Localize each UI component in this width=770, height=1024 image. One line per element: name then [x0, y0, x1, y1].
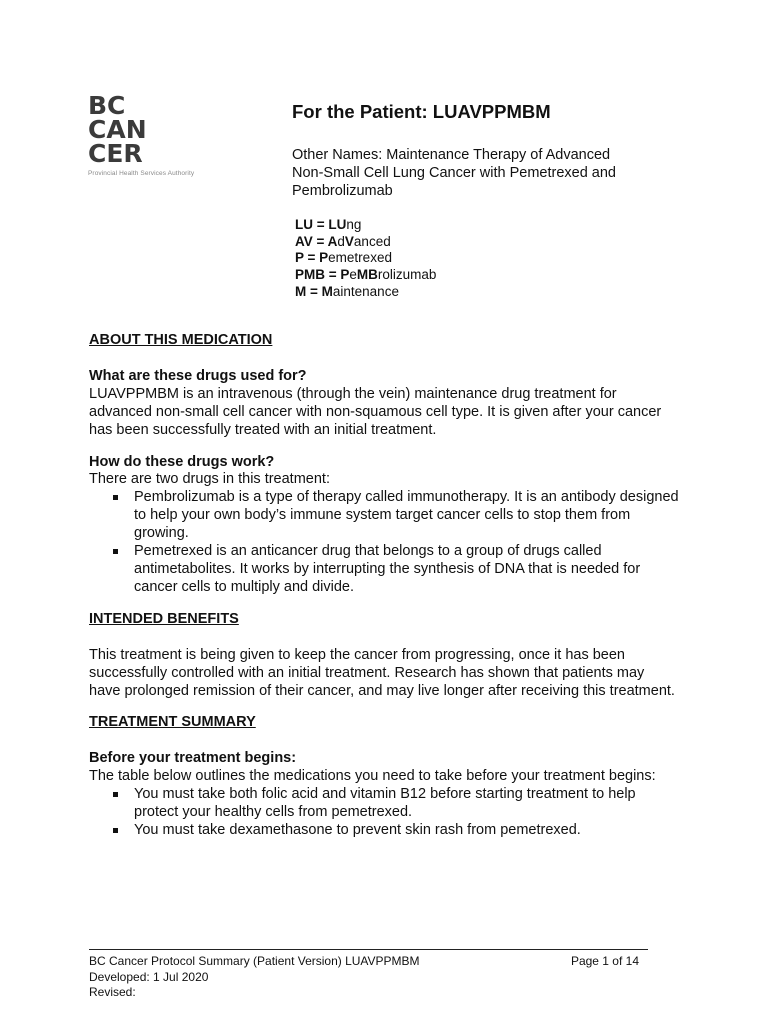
- about-heading: ABOUT THIS MEDICATION: [89, 332, 273, 348]
- logo-line-2: CAN: [88, 115, 147, 144]
- other-names-line: Non-Small Cell Lung Cancer with Pemetrexed and: [292, 165, 616, 182]
- acronym-expansion-part: MB: [356, 267, 378, 283]
- document-title: For the Patient: LUAVPPMBM: [292, 101, 551, 122]
- q-how-work-heading: How do these drugs work?: [89, 453, 275, 470]
- q-how-work-intro: There are two drugs in this treatment:: [89, 471, 330, 488]
- list-item: You must take dexamethasone to prevent skin rash from pemetrexed.: [134, 822, 679, 840]
- bc-cancer-logo: [88, 91, 218, 177]
- before-treatment-heading: Before your treatment begins:: [89, 750, 297, 767]
- main-content: [89, 332, 679, 840]
- acronym-legend: [295, 217, 436, 301]
- list-item: Pembrolizumab is a type of therapy called immunotherapy. It is an antibody designed to help your own body’s immune system target cancer cells to stop them from growing.: [134, 489, 679, 542]
- logo-line-3: CER: [88, 139, 143, 168]
- list-item: You must take both folic acid and vitamin B12 before starting treatment to help protect your healthy cells from pemetrexed.: [134, 786, 679, 822]
- acronym-expansion-part: ng: [346, 217, 362, 232]
- q-used-for-heading: What are these drugs used for?: [89, 367, 307, 384]
- acronym-expansion-part: aintenance: [332, 283, 399, 299]
- drug-list: [89, 489, 679, 596]
- acronym-key: PMB =: [295, 267, 341, 283]
- q-used-for-body: LUAVPPMBM is an intravenous (through the vein) maintenance drug treatment for advanced non-small cell cancer with non-squamous cell type. It is given after your cancer has been successfully treated with an initial treatment.: [89, 385, 662, 438]
- acronym-expansion-part: anced: [353, 233, 391, 249]
- acronym-key: P =: [295, 250, 320, 266]
- acronym-expansion-part: LU: [328, 217, 347, 232]
- page-number: Page 1 of 14: [570, 954, 639, 968]
- pre-treatment-list: [89, 786, 679, 840]
- benefits-heading: INTENDED BENEFITS: [89, 610, 239, 627]
- logo-subtitle: Provincial Health Services Authority: [88, 170, 195, 177]
- acronym-expansion-part: M: [321, 283, 333, 299]
- acronym-expansion-part: P: [340, 267, 350, 283]
- acronym-expansion-part: P: [319, 250, 329, 266]
- acronym-expansion-part: emetrexed: [328, 250, 392, 266]
- acronym-expansion-part: rolizumab: [377, 267, 437, 283]
- acronym-row: [295, 250, 436, 267]
- acronym-expansion-part: d: [337, 233, 345, 249]
- acronym-key: LU =: [295, 217, 329, 232]
- summary-heading: TREATMENT SUMMARY: [89, 714, 256, 731]
- list-item: Pemetrexed is an anticancer drug that belongs to a group of drugs called antimetabolites. It works by interrupting the synthesis of DNA that is needed for cancer cells to multiply and divide.: [134, 543, 679, 597]
- other-names-line: Other Names: Maintenance Therapy of Advanced: [292, 147, 611, 163]
- other-names: [292, 146, 652, 201]
- footer-protocol: BC Cancer Protocol Summary (Patient Version) LUAVPPMBM: [89, 954, 420, 968]
- page-footer: [89, 954, 644, 1001]
- footer-revised: Revised:: [89, 985, 136, 999]
- acronym-expansion-part: V: [344, 233, 354, 249]
- acronym-row: [295, 217, 436, 234]
- before-treatment-intro: The table below outlines the medications you need to take before your treatment begins:: [89, 768, 656, 785]
- acronym-row: [295, 267, 436, 284]
- acronym-key: M =: [295, 283, 322, 299]
- footer-divider: [89, 949, 648, 950]
- acronym-row: [295, 234, 436, 251]
- acronym-expansion-part: A: [327, 233, 338, 249]
- acronym-row: [295, 284, 436, 301]
- benefits-body: This treatment is being given to keep the cancer from progressing, once it has been successfully controlled with an initial treatment. Research has shown that patients may have prolonged remission of their cancer, and may live longer after receiving this treatment.: [89, 646, 675, 699]
- other-names-line: Pembrolizumab: [292, 183, 393, 200]
- footer-developed: Developed: 1 Jul 2020: [89, 969, 209, 984]
- acronym-key: AV =: [295, 233, 328, 249]
- logo-line-1: BC: [88, 91, 126, 120]
- acronym-expansion-part: e: [349, 267, 357, 283]
